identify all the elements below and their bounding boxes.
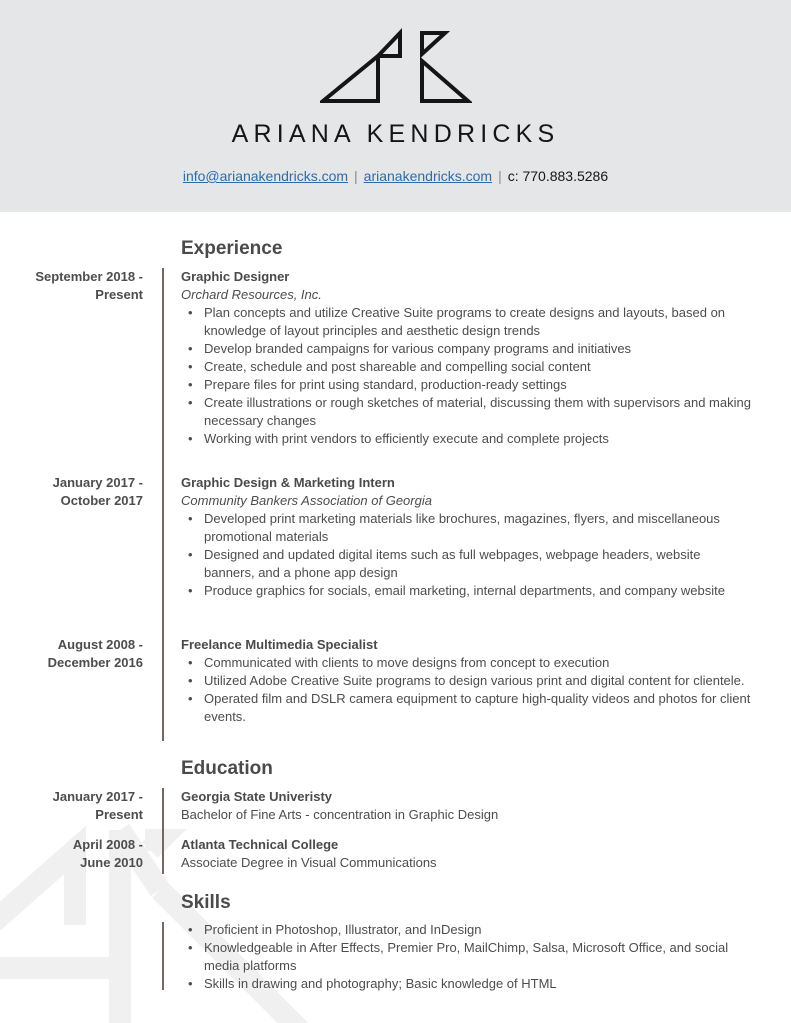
date-start: September 2018 - bbox=[35, 269, 143, 284]
bullet-item: • Create, schedule and post shareable and compelling social content bbox=[181, 358, 751, 376]
degree: Associate Degree in Visual Communications bbox=[181, 855, 437, 870]
date-end: Present bbox=[95, 807, 143, 822]
bullet-item: • Communicated with clients to move designs from concept to execution bbox=[181, 654, 751, 672]
bullet-item: • Developed print marketing materials like brochures, magazines, flyers, and miscellaneous promotional materials bbox=[181, 510, 751, 546]
education-dates bbox=[0, 836, 143, 872]
school-name: Georgia State Univeristy bbox=[181, 789, 332, 804]
email-link[interactable]: info@arianakendricks.com bbox=[182, 168, 349, 184]
date-start: April 2008 - bbox=[72, 837, 143, 852]
resume-header bbox=[0, 0, 791, 212]
education-timeline-rule bbox=[162, 788, 164, 874]
skill-item: • Proficient in Photoshop, Illustrator, and InDesign bbox=[181, 921, 751, 939]
skill-item: • Knowledgeable in After Effects, Premier Pro, MailChimp, Salsa, Microsoft Office, and social media platforms bbox=[181, 939, 751, 975]
job-bullets bbox=[181, 510, 751, 600]
job-organization: Community Bankers Association of Georgia bbox=[181, 493, 432, 508]
experience-heading: Experience bbox=[181, 238, 283, 259]
education-details bbox=[181, 788, 751, 824]
bullet-item: • Designed and updated digital items such as full webpages, webpage headers, website banners, and a phone app design bbox=[181, 546, 751, 582]
experience-timeline-rule bbox=[162, 268, 164, 741]
job-title: Freelance Multimedia Specialist bbox=[181, 637, 378, 652]
education-dates bbox=[0, 788, 143, 824]
skills-heading: Skills bbox=[181, 892, 231, 913]
skills-bullets bbox=[181, 921, 751, 993]
skill-item: • Skills in drawing and photography; Basic knowledge of HTML bbox=[181, 975, 751, 993]
bullet-item: • Produce graphics for socials, email marketing, internal departments, and company website bbox=[181, 582, 751, 600]
date-start: January 2017 - bbox=[52, 789, 143, 804]
education-heading: Education bbox=[181, 758, 273, 779]
website-link[interactable]: arianakendricks.com bbox=[363, 168, 493, 184]
job-dates bbox=[0, 474, 143, 510]
bullet-item: • Develop branded campaigns for various company programs and initiatives bbox=[181, 340, 751, 358]
school-name: Atlanta Technical College bbox=[181, 837, 339, 852]
job-details bbox=[181, 268, 751, 448]
job-dates bbox=[0, 636, 143, 672]
date-end: December 2016 bbox=[47, 655, 143, 670]
bullet-item: • Plan concepts and utilize Creative Suite programs to create designs and layouts, based on knowledge of layout principles and aesthetic design trends bbox=[181, 304, 751, 340]
date-end: June 2010 bbox=[80, 855, 143, 870]
job-title: Graphic Designer bbox=[181, 269, 290, 284]
bullet-item: • Utilized Adobe Creative Suite programs to design various print and digital content for clientele. bbox=[181, 672, 751, 690]
job-title: Graphic Design & Marketing Intern bbox=[181, 475, 395, 490]
skills-details bbox=[181, 921, 751, 993]
contact-separator: | bbox=[498, 168, 502, 184]
bullet-item: • Operated film and DSLR camera equipment to capture high-quality videos and photos for client events. bbox=[181, 690, 751, 726]
contact-separator: | bbox=[354, 168, 358, 184]
bullet-item: • Create illustrations or rough sketches of material, discussing them with supervisors and making necessary changes bbox=[181, 394, 751, 430]
bullet-item: • Prepare files for print using standard, production-ready settings bbox=[181, 376, 751, 394]
job-details bbox=[181, 636, 751, 726]
date-end: October 2017 bbox=[60, 493, 143, 508]
job-details bbox=[181, 474, 751, 600]
job-bullets bbox=[181, 304, 751, 448]
date-start: August 2008 - bbox=[57, 637, 143, 652]
date-start: January 2017 - bbox=[52, 475, 143, 490]
phone-number: c: 770.883.5286 bbox=[507, 168, 609, 184]
job-bullets bbox=[181, 654, 751, 726]
degree: Bachelor of Fine Arts - concentration in Graphic Design bbox=[181, 807, 499, 822]
ak-monogram-logo-icon bbox=[320, 28, 472, 104]
candidate-name: ARIANA KENDRICKS bbox=[231, 120, 560, 148]
skills-timeline-rule bbox=[162, 922, 164, 990]
education-details bbox=[181, 836, 751, 872]
contact-line bbox=[0, 168, 791, 184]
job-dates bbox=[0, 268, 143, 304]
date-end: Present bbox=[95, 287, 143, 302]
bullet-item: • Working with print vendors to efficiently execute and complete projects bbox=[181, 430, 751, 448]
job-organization: Orchard Resources, Inc. bbox=[181, 287, 322, 302]
